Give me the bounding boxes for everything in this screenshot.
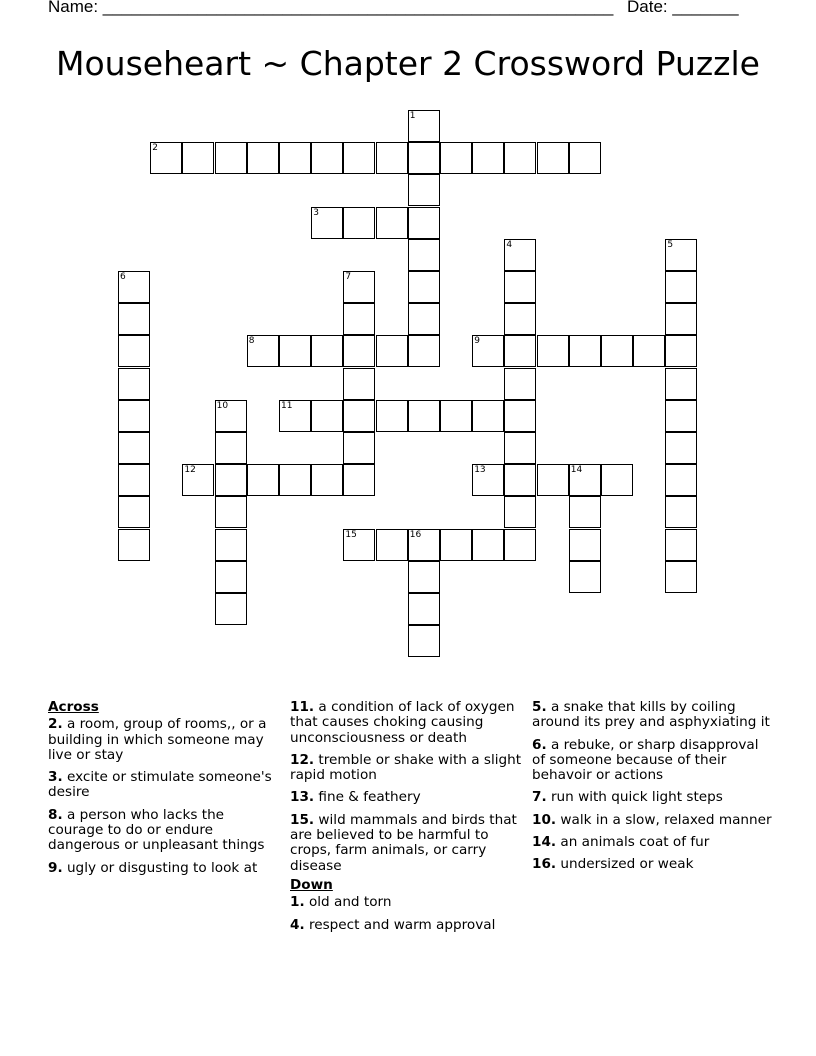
grid-cell[interactable] [665,239,697,271]
down-clue-4 [290,918,526,933]
grid-cell[interactable] [343,400,375,432]
grid-cell[interactable] [343,335,375,367]
cell-number: 2 [152,143,158,154]
grid-cell[interactable] [182,464,214,496]
grid-cell[interactable] [569,142,601,174]
clue-number: 12. [290,751,315,768]
grid-cell[interactable] [504,496,536,528]
grid-cell[interactable] [569,464,601,496]
grid-cell[interactable] [215,593,247,625]
clue-text: excite or stimulate someone's desire [48,769,272,801]
date-field-label: Date: _______ [627,0,739,16]
grid-cell[interactable] [118,303,150,335]
grid-cell[interactable] [665,271,697,303]
grid-cell[interactable] [504,400,536,432]
grid-cell[interactable] [440,142,472,174]
grid-cell[interactable] [633,335,665,367]
grid-cell[interactable] [343,271,375,303]
cell-number: 9 [474,336,480,347]
clue-text: run with quick light steps [546,789,723,806]
down-clue-10 [532,813,772,828]
grid-cell[interactable] [504,335,536,367]
grid-cell[interactable] [118,432,150,464]
grid-cell[interactable] [311,335,343,367]
grid-cell[interactable] [376,400,408,432]
grid-cell[interactable] [343,464,375,496]
grid-cell[interactable] [343,368,375,400]
grid-cell[interactable] [311,400,343,432]
clue-text: a condition of lack of oxygen that causes choking causing unconsciousness or death [290,699,515,746]
clue-text: a person who lacks the courage to do or endure dangerous or unpleasant things [48,806,265,854]
clue-number: 16. [532,856,557,873]
cell-number: 3 [313,207,319,218]
clue-number: 2. [48,716,63,733]
grid-cell[interactable] [118,400,150,432]
page-title: Mouseheart ~ Chapter 2 Crossword Puzzle [56,44,760,83]
cell-number: 13 [474,465,486,476]
grid-cell[interactable] [408,303,440,335]
clue-number: 13. [290,789,315,806]
grid-cell[interactable] [569,335,601,367]
grid-cell[interactable] [472,400,504,432]
grid-cell[interactable] [408,400,440,432]
clue-number: 10. [532,811,557,828]
across-clue-2 [48,717,280,763]
grid-cell[interactable] [569,561,601,593]
clue-number: 9. [48,859,63,876]
grid-cell[interactable] [504,142,536,174]
cell-number: 11 [281,400,293,411]
grid-cell[interactable] [279,142,311,174]
grid-cell[interactable] [247,142,279,174]
grid-cell[interactable] [472,142,504,174]
grid-cell[interactable] [408,207,440,239]
grid-cell[interactable] [376,335,408,367]
grid-cell[interactable] [279,400,311,432]
clue-number: 7. [532,789,547,806]
clue-number: 1. [290,894,305,911]
grid-cell[interactable] [408,593,440,625]
grid-cell[interactable] [537,335,569,367]
clue-text: old and torn [304,894,392,911]
grid-cell[interactable] [504,271,536,303]
grid-cell[interactable] [118,529,150,561]
cell-number: 6 [120,272,126,282]
grid-cell[interactable] [376,207,408,239]
cell-number: 7 [345,272,352,282]
cell-number: 5 [667,239,674,250]
down-heading: Down [290,876,333,893]
down-clue-14 [532,835,772,850]
grid-cell[interactable] [408,529,440,561]
grid-cell[interactable] [311,142,343,174]
grid-cell[interactable] [665,400,697,432]
clue-text: tremble or shake with a slight rapid motion [290,751,522,784]
grid-cell[interactable] [440,400,472,432]
grid-cell[interactable] [343,303,375,335]
grid-cell[interactable] [665,335,697,367]
cell-number: 14 [570,465,583,476]
clue-text: walk in a slow, relaxed manner [556,811,772,828]
across-clue-3 [48,770,280,801]
cell-number: 4 [506,239,513,250]
cell-number: 10 [216,400,229,411]
grid-cell[interactable] [247,335,279,367]
clue-number: 8. [48,806,63,823]
grid-cell[interactable] [118,496,150,528]
grid-cell[interactable] [311,464,343,496]
clue-number: 15. [290,811,315,828]
across-clue-12 [290,753,526,784]
grid-cell[interactable] [279,464,311,496]
clue-text: respect and warm approval [304,916,496,933]
grid-cell[interactable] [343,432,375,464]
grid-cell[interactable] [215,561,247,593]
grid-cell[interactable] [408,110,440,142]
grid-cell[interactable] [247,464,279,496]
grid-cell[interactable] [279,335,311,367]
grid-cell[interactable] [472,464,504,496]
clues-column-3 [532,700,772,880]
grid-cell[interactable] [408,335,440,367]
grid-cell[interactable] [472,529,504,561]
grid-cell[interactable] [504,368,536,400]
grid-cell[interactable] [408,625,440,657]
clue-text: a rebuke, or sharp disapproval of someone because of their behavoir or actions [532,736,759,784]
grid-cell[interactable] [665,561,697,593]
cell-number: 1 [409,111,416,121]
grid-cell[interactable] [343,529,375,561]
grid-cell[interactable] [408,174,440,206]
grid-cell[interactable] [376,529,408,561]
grid-cell[interactable] [343,207,375,239]
grid-cell[interactable] [118,271,150,303]
grid-cell[interactable] [311,207,343,239]
grid-cell[interactable] [537,464,569,496]
clue-text: ugly or disgusting to look at [62,859,258,876]
cell-number: 16 [409,529,422,540]
grid-cell[interactable] [215,142,247,174]
clue-text: fine & feathery [314,789,421,806]
grid-cell[interactable] [665,464,697,496]
clue-text: a snake that kills by coiling around its prey and asphyxiating it [532,699,770,731]
clue-text: wild mammals and birds that are believed to be harmful to crops, farm animals, or carry disease [290,811,517,874]
grid-cell[interactable] [408,561,440,593]
cell-number: 12 [184,465,196,476]
clue-text: undersized or weak [556,856,694,873]
grid-cell[interactable] [504,303,536,335]
grid-cell[interactable] [376,142,408,174]
grid-cell[interactable] [569,529,601,561]
grid-cell[interactable] [472,335,504,367]
cell-number: 8 [248,336,255,347]
clue-number: 5. [532,699,547,715]
grid-cell[interactable] [118,464,150,496]
grid-cell[interactable] [665,303,697,335]
grid-cell[interactable] [665,368,697,400]
grid-cell[interactable] [665,529,697,561]
grid-cell[interactable] [504,464,536,496]
down-clue-7 [532,790,772,805]
across-heading: Across [48,699,99,715]
grid-cell[interactable] [601,335,633,367]
clue-number: 3. [48,769,63,786]
grid-cell[interactable] [343,142,375,174]
grid-cell[interactable] [182,142,214,174]
across-clue-11 [290,700,526,746]
across-clue-9 [48,861,280,876]
grid-cell[interactable] [440,529,472,561]
across-clue-13 [290,790,526,805]
down-clue-5 [532,700,772,731]
grid-cell[interactable] [215,432,247,464]
grid-cell[interactable] [408,271,440,303]
grid-cell[interactable] [665,496,697,528]
clue-number: 6. [532,736,547,753]
grid-cell[interactable] [215,496,247,528]
grid-cell[interactable] [215,529,247,561]
name-field-label: Name: ______________________________________________________ [48,0,614,16]
down-clue-16 [532,857,772,872]
grid-cell[interactable] [118,335,150,367]
across-clue-8 [48,808,280,854]
grid-cell[interactable] [504,432,536,464]
grid-cell[interactable] [665,432,697,464]
grid-cell[interactable] [601,464,633,496]
grid-cell[interactable] [504,529,536,561]
grid-cell[interactable] [118,368,150,400]
clue-number: 11. [290,699,315,715]
clue-text: a room, group of rooms,, or a building in which someone may live or stay [48,716,267,763]
clue-number: 4. [290,916,305,933]
clue-number: 14. [532,834,557,851]
down-clue-6 [532,738,772,784]
grid-cell[interactable] [215,400,247,432]
clues-column-1 [48,700,280,883]
down-clue-1 [290,895,526,910]
grid-cell[interactable] [150,142,182,174]
cell-number: 15 [345,529,357,540]
grid-cell[interactable] [569,496,601,528]
across-clue-15 [290,813,526,874]
clue-text: an animals coat of fur [556,834,710,851]
grid-cell[interactable] [504,239,536,271]
clues-column-2 [290,700,526,940]
grid-cell[interactable] [408,239,440,271]
grid-cell[interactable] [408,142,440,174]
grid-cell[interactable] [537,142,569,174]
grid-cell[interactable] [215,464,247,496]
